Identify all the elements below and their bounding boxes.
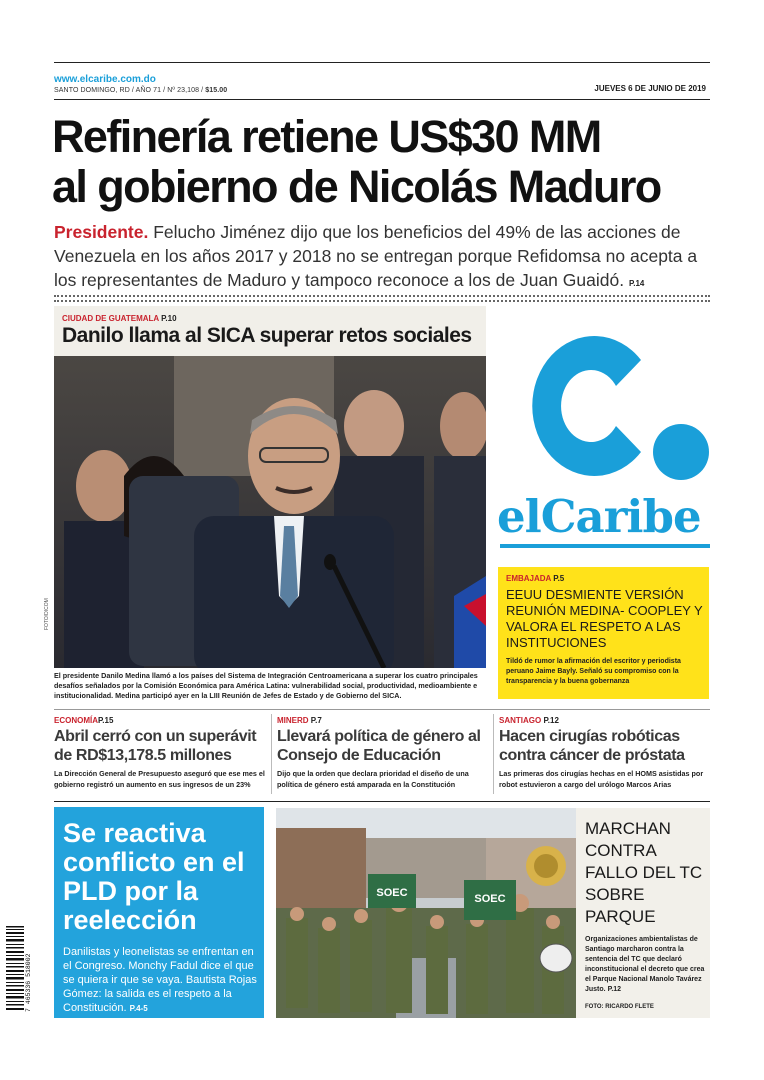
barcode (6, 924, 32, 1014)
main-headline (52, 112, 724, 212)
santiago-section: SANTIAGO (499, 716, 542, 725)
pld-body-text: Danilistas y leonelistas se enfrentan en el Congreso. Monchy Fadul dice el que se quiera ir que se vaya. Bautista Rojas Gómez: la salida es el respeto a la Constitución. (63, 946, 257, 1014)
lead-text: Felucho Jiménez dijo que los beneficios del 49% de las acciones de Venezuela en los años 2017 y 2018 no se entregan porque Refidomsa no acepta a los representantes de Maduro y tampoco reconoce a los de Juan Guaidó. (54, 222, 698, 290)
banner-right-text: SOEC (474, 893, 506, 905)
columns-top-rule (54, 709, 710, 710)
embajada-title[interactable]: EEUU DESMIENTE VERSIÓN REUNIÓN MEDINA- COOPLEY Y VALORA EL RESPETO A LAS INSTITUCIONES (506, 587, 703, 650)
column-divider-1 (271, 714, 272, 794)
elcaribe-logo-mark[interactable] (496, 302, 712, 492)
santiago-body: Las primeras dos cirugías hechas en el HOMS asistidas por robot estuvieron a cargo del urólogo Marcos Arias (499, 769, 704, 789)
masthead-rule (54, 99, 710, 100)
edition-info: SANTO DOMINGO, RD / AÑO 71 / Nº 23,108 / (54, 87, 204, 94)
embajada-story-box (498, 567, 709, 699)
santiago-title[interactable]: Hacen cirugías robóticas contra cáncer de próstata (499, 728, 685, 764)
pld-page: P.4-5 (129, 1004, 148, 1013)
embajada-page: P.5 (553, 574, 565, 583)
minerd-page: P.7 (310, 716, 322, 725)
economia-body: La Dirección General de Presupuesto aseguró que ese mes el gobierno registró un aumento en sus ingresos de un 23% (54, 769, 265, 789)
marchan-page: P.12 (607, 986, 622, 993)
main-story-section: CIUDAD DE GUATEMALA (62, 314, 159, 323)
main-story-caption: El presidente Danilo Medina llamó a los países del Sistema de Integración Centroamericana a superar los cuatro principales desafíos señalados por la Comisión Económica para América Latina: vulnerabilidad social, productividad, medioambiente e institucionalidad. Medina participó ayer en la LIII Reunión de Jefes de Estado y de Gobierno del SICA. (54, 671, 478, 700)
top-rule (54, 62, 710, 63)
santiago-page: P.12 (543, 716, 559, 725)
price: $15.00 (205, 87, 228, 94)
march-photo (276, 808, 576, 1018)
site-url[interactable]: www.elcaribe.com.do (54, 74, 156, 85)
economia-kicker (54, 716, 113, 725)
banner-left-text: SOEC (376, 887, 408, 899)
column-divider-2 (493, 714, 494, 794)
edition-meta (54, 87, 227, 94)
barcode-digits: 7 465336 518002 (25, 953, 32, 1012)
minerd-section: MINERD (277, 716, 309, 725)
columns-bottom-rule (54, 801, 710, 802)
marchan-body-text: Organizaciones ambientalistas de Santiago marcharon contra la sentencia del TC que declaró inconstitucional el decreto que crea el Parque Nacional Manolo Tavárez Justo. (585, 936, 705, 993)
pld-body (63, 945, 259, 1016)
marchan-story-box (576, 808, 710, 1018)
issue-date: JUEVES 6 DE JUNIO DE 2019 (594, 84, 706, 93)
main-story-page: P.10 (161, 314, 177, 323)
minerd-body: Dijo que la orden que declara prioridad el diseño de una política de género está amparada en la Constitución (277, 769, 469, 789)
lead-page-ref: P.14 (628, 279, 645, 288)
main-photo-credit: FOTO/DICOM (44, 598, 50, 630)
pld-title[interactable]: Se reactiva conflicto en el PLD por la reelección (63, 818, 245, 935)
elcaribe-logo-text[interactable]: elCaribe (497, 490, 701, 543)
embajada-body: Tildó de rumor la afirmación del escritor y periodista peruano Jaime Bayly. Señaló su compromiso con la transparencia y la buena gobernanza (506, 658, 681, 685)
economia-title[interactable]: Abril cerró con un superávit de RD$13,178.5 millones (54, 728, 257, 764)
pld-story-box (54, 807, 264, 1018)
economia-page: P.15 (98, 716, 114, 725)
minerd-title[interactable]: Llevará política de género al Consejo de Educación (277, 728, 481, 764)
main-story-title[interactable]: Danilo llama al SICA superar retos sociales (62, 324, 472, 347)
headline-lead (54, 220, 714, 296)
lead-kicker: Presidente. (54, 222, 149, 242)
santiago-kicker (499, 716, 559, 725)
marchan-photo-credit: FOTO: RICARDO FLETE (585, 1004, 654, 1010)
embajada-section: EMBAJADA (506, 574, 552, 583)
marchan-title[interactable]: MARCHAN CONTRA FALLO DEL TC SOBRE PARQUE (585, 819, 703, 926)
embajada-kicker (506, 574, 564, 583)
headline-line-1: Refinería retiene US$30 MM (52, 111, 601, 162)
headline-line-2: al gobierno de Nicolás Maduro (52, 161, 661, 212)
main-story-kicker (62, 314, 177, 323)
logo-underline (500, 544, 710, 548)
marchan-body (585, 935, 707, 995)
headline-divider (54, 295, 710, 297)
main-story-photo (54, 356, 486, 668)
economia-section: ECONOMÍA (54, 716, 98, 725)
minerd-kicker (277, 716, 322, 725)
